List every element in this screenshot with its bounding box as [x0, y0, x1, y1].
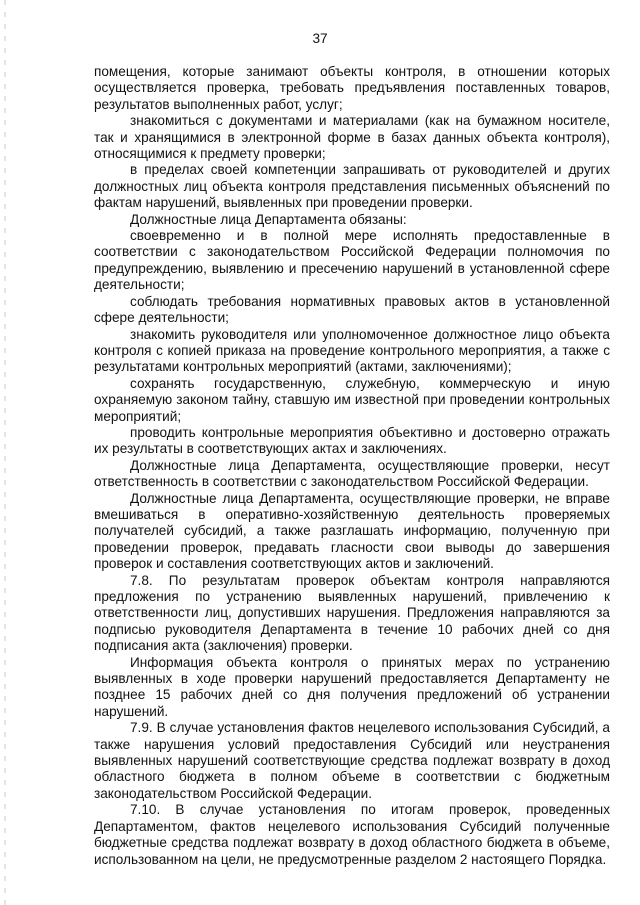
- scan-edge-marks: [4, 0, 6, 905]
- paragraph-8: сохранять государственную, служебную, коммерческую и иную охраняемую законом тайну, ставшую им известной при проведении контрольных мероприятий;: [94, 375, 610, 424]
- paragraph-14: 7.9. В случае установления фактов нецелевого использования Субсидий, а также нарушения условий предоставления Субсидий или неустранения выявленных нарушений соответствующие средства подлежат возврату в доход областного бюджета в полном объеме в соответствии с бюджетным законодательством Российской Федерации.: [94, 720, 610, 801]
- paragraph-3: в пределах своей компетенции запрашивать от руководителей и других должностных лиц объекта контроля представления письменных объяснений по фактам нарушений, выявленных при проведении проверки.: [94, 162, 610, 211]
- paragraph-12: 7.8. По результатам проверок объектам контроля направляются предложения по устранению выявленных нарушений, привлечению к ответственности лиц, допустивших нарушения. Предложения направляются за подписью руководителя Департамента в течение 10 рабочих дней со дня подписания акта (заключения) проверки.: [94, 572, 610, 654]
- paragraph-10: Должностные лица Департамента, осуществляющие проверки, несут ответственность в соответствии с законодательством Российской Федерации.: [94, 457, 610, 490]
- paragraph-4: Должностные лица Департамента обязаны:: [130, 211, 407, 227]
- paragraph-1: помещения, которые занимают объекты контроля, в отношении которых осуществляется проверка, требовать предъявления поставленных товаров, результатов выполненных работ, услуг;: [94, 64, 610, 112]
- page-number: 37: [312, 31, 328, 46]
- paragraph-11: Должностные лица Департамента, осуществляющие проверки, не вправе вмешиваться в оперативно-хозяйственную деятельность проверяемых получателей субсидий, а также разглашать информацию, полученную при проведении проверок, предавать гласности свои выводы до завершения проверок и составления соответствующих актов и заключений.: [94, 490, 610, 572]
- paragraph-6: соблюдать требования нормативных правовых актов в установленной сфере деятельности;: [94, 293, 610, 326]
- paragraph-13: Информация объекта контроля о принятых мерах по устранению выявленных в ходе проверки нарушений предоставляется Департаменту не позднее 15 рабочих дней со дня получения предложений об устранении нарушений.: [94, 654, 610, 719]
- paragraph-9: проводить контрольные мероприятия объективно и достоверно отражать их результаты в соответствующих актах и заключениях.: [94, 424, 610, 457]
- paragraph-2: знакомиться с документами и материалами (как на бумажном носителе, так и хранящимися в электронной форме в базах данных объекта контроля), относящимися к предмету проверки;: [94, 113, 610, 162]
- paragraph-7: знакомить руководителя или уполномоченное должностное лицо объекта контроля с копией приказа на проведение контрольного мероприятия, а также с результатами контрольных мероприятий (актами, заключениями);: [94, 326, 610, 375]
- paragraph-15: 7.10. В случае установления по итогам проверок, проведенных Департаментом, фактов нецелевого использования Субсидий полученные бюджетные средства подлежат возврату в доход областного бюджета в объеме, использованном на цели, не предусмотренные разделом 2 настоящего Порядка.: [94, 802, 610, 867]
- paragraph-5: своевременно и в полной мере исполнять предоставленные в соответствии с законодательством Российской Федерации полномочия по предупреждению, выявлению и пресечению нарушений в установленной сфере деятельности;: [94, 228, 610, 293]
- document-body: [94, 64, 610, 868]
